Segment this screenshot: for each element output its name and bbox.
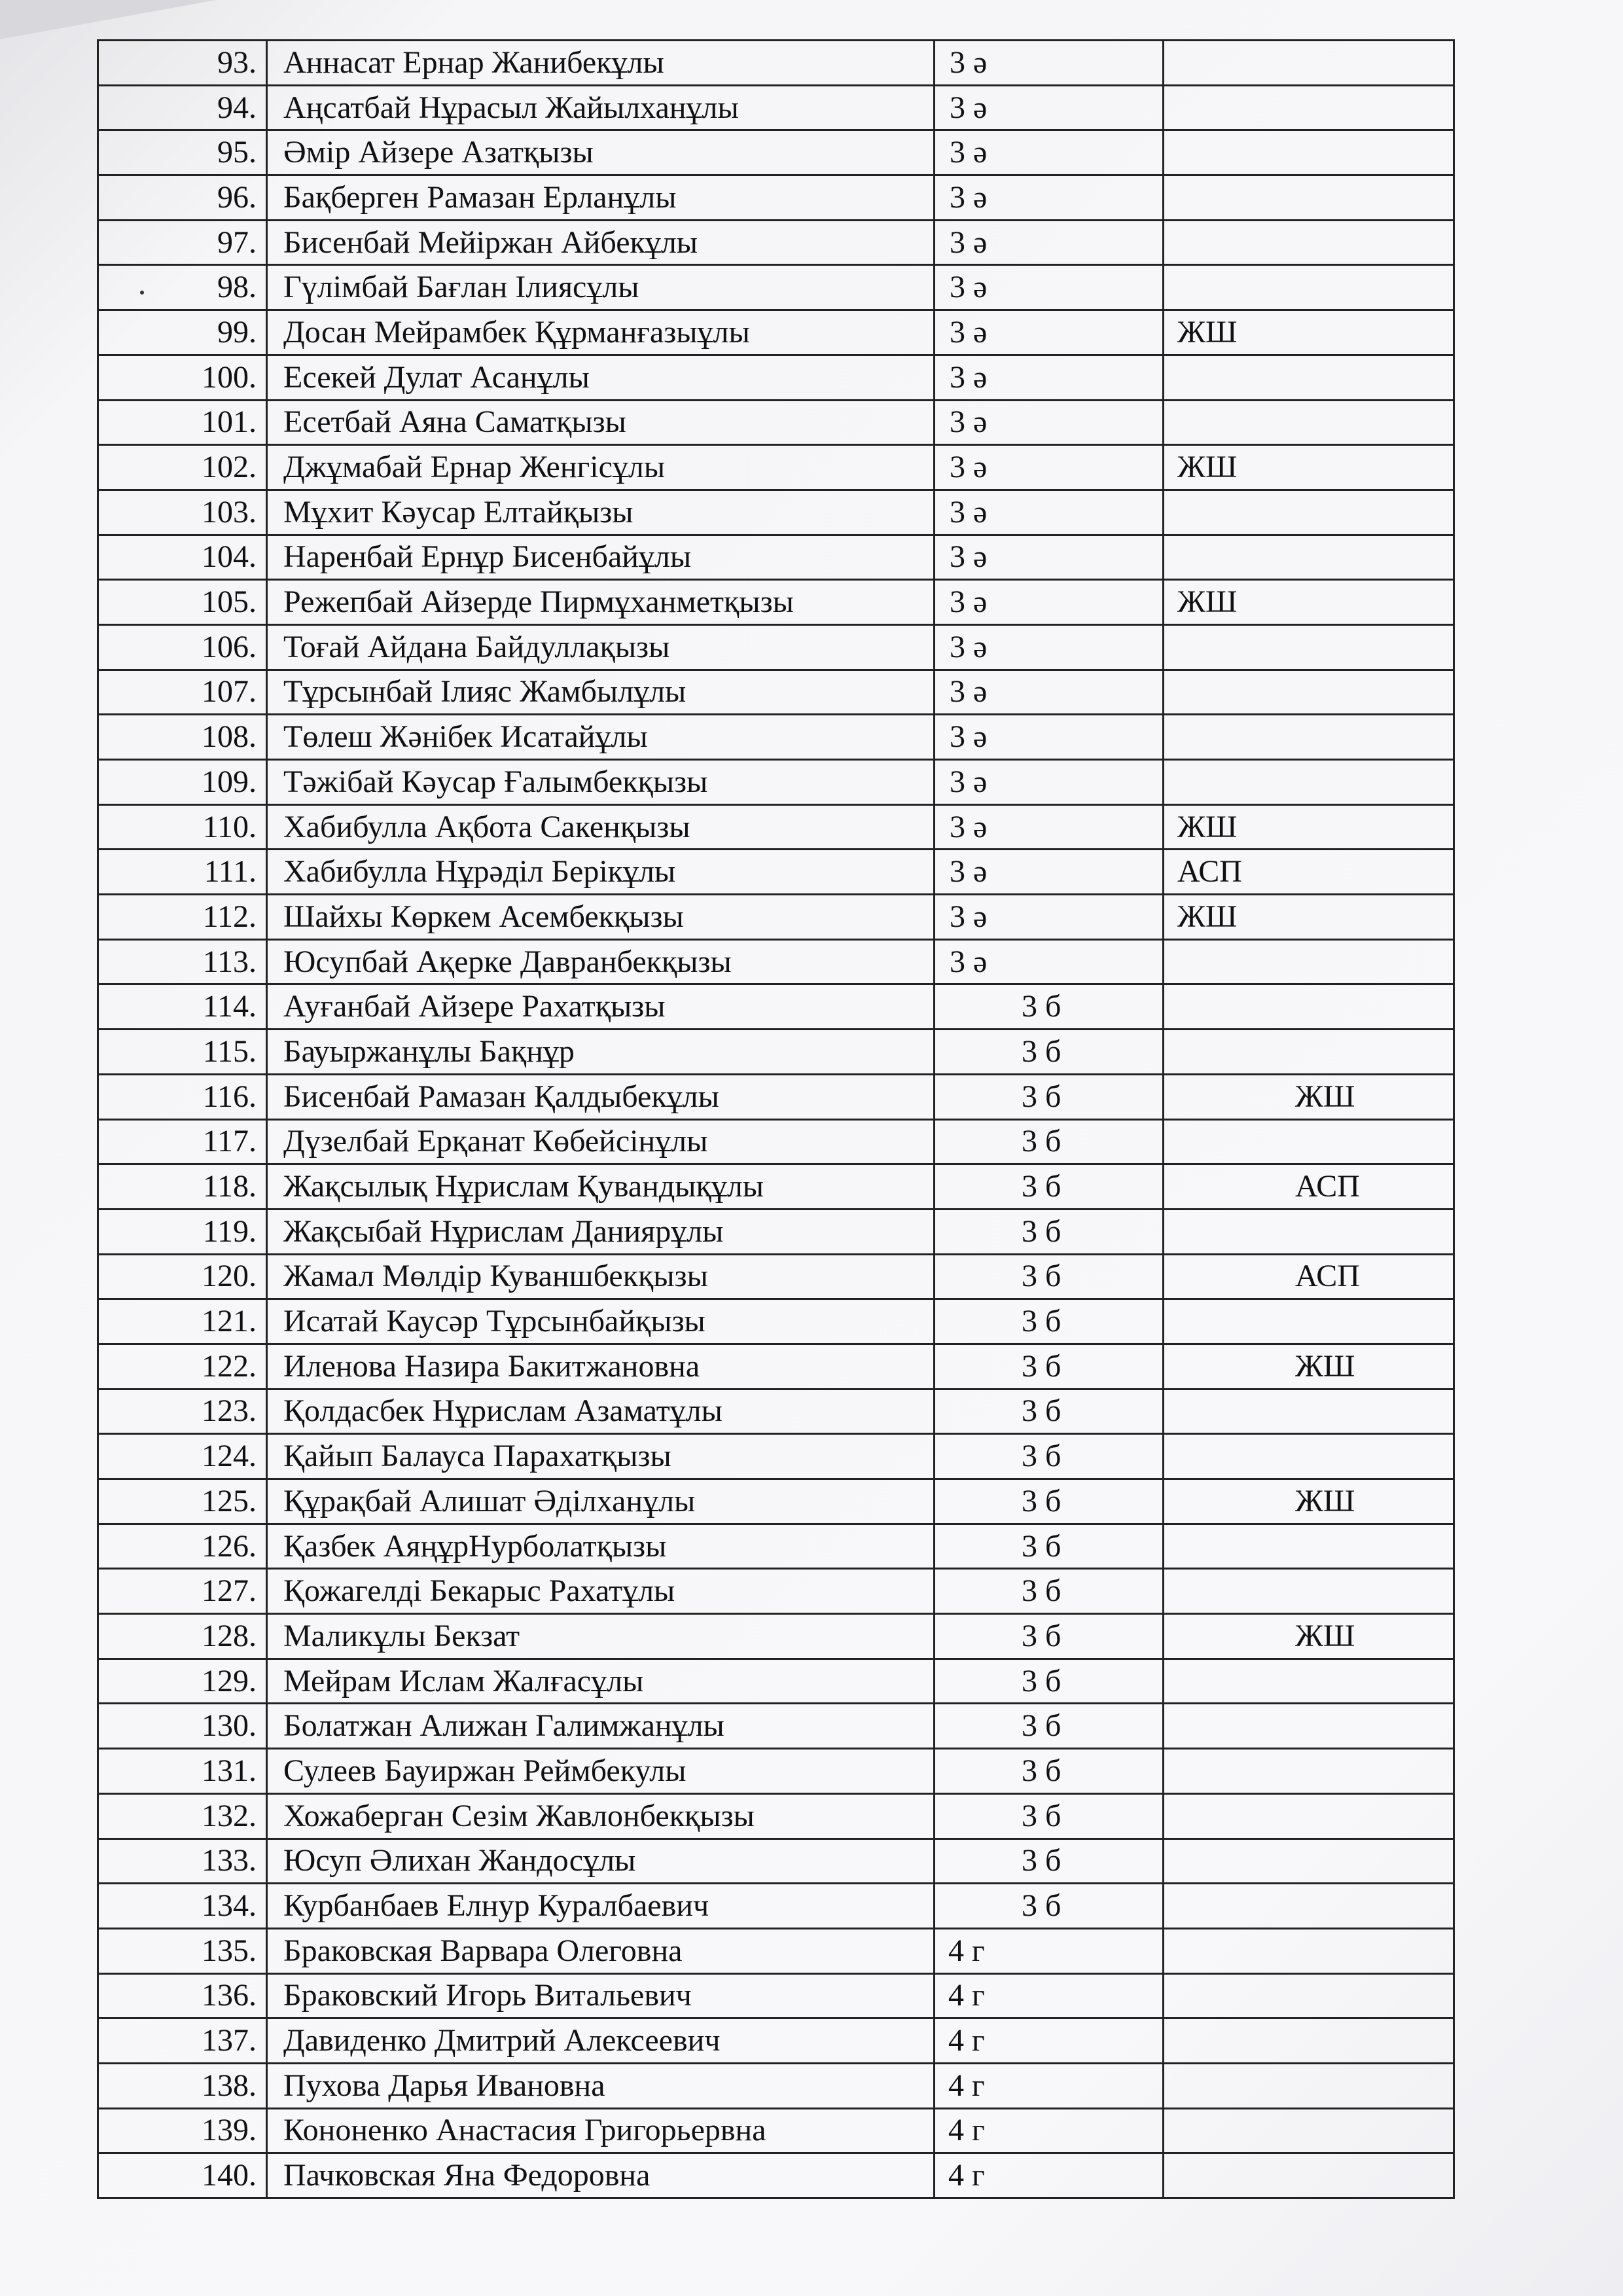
note-cell [1164,1704,1454,1749]
class-label: 3 б [935,984,1164,1030]
table-row [98,355,1454,400]
row-number: 98. [98,265,267,310]
table-row [98,804,1454,850]
table-row [98,1839,1454,1884]
table-row [98,2153,1454,2198]
class-label: 3 ә [935,760,1164,805]
class-label: 3 б [935,1389,1164,1434]
note-cell: ЖШ [1164,1479,1454,1524]
student-name: Тәжібай Кәусар Ғалымбекқызы [267,760,935,805]
table-row [98,670,1454,715]
table-row [98,400,1454,445]
class-label: 3 б [935,1434,1164,1479]
row-number: 108. [98,715,267,760]
note-cell [1164,624,1454,670]
student-name: Браковская Варвара Олеговна [267,1928,935,1973]
note-cell: ЖШ [1164,1074,1454,1119]
row-number: 109. [98,760,267,805]
student-name: Исатай Каусәр Тұрсынбайқызы [267,1299,935,1344]
note-cell [1164,760,1454,805]
student-name: Аңсатбай Нұрасыл Жайылханұлы [267,85,935,130]
note-cell [1164,1030,1454,1075]
student-name: Аннасат Ернар Жанибекұлы [267,41,935,86]
table-row [98,2063,1454,2108]
table-row [98,175,1454,221]
table-row [98,130,1454,175]
row-number: 139. [98,2108,267,2153]
note-cell [1164,1839,1454,1884]
table-row [98,490,1454,535]
class-label: 3 ә [935,895,1164,940]
note-cell: ЖШ [1164,580,1454,625]
student-name: Шайхы Көркем Асембекқызы [267,895,935,940]
row-number: 138. [98,2063,267,2108]
student-name: Хабибулла Ақбота Сакенқызы [267,804,935,850]
table-row [98,1389,1454,1434]
row-number: 132. [98,1793,267,1839]
note-cell [1164,1884,1454,1929]
note-cell [1164,1524,1454,1569]
student-name: Жақсылық Нұрислам Қувандықұлы [267,1164,935,1210]
class-label: 3 ә [935,310,1164,355]
note-cell [1164,984,1454,1030]
student-name: Гүлімбай Бағлан Ілиясұлы [267,265,935,310]
row-number: 114. [98,984,267,1030]
note-cell: ЖШ [1164,895,1454,940]
note-cell: ЖШ [1164,310,1454,355]
note-cell [1164,1928,1454,1973]
class-label: 3 ә [935,804,1164,850]
table-row [98,310,1454,355]
class-label: 3 ә [935,715,1164,760]
note-cell: АСП [1164,850,1454,895]
student-name: Қолдасбек Нұрислам Азаматұлы [267,1389,935,1434]
table-row [98,2018,1454,2064]
table-row [98,1479,1454,1524]
table-row [98,1434,1454,1479]
note-cell: ЖШ [1164,804,1454,850]
note-cell: АСП [1164,1254,1454,1299]
student-name: Бақберген Рамазан Ерланұлы [267,175,935,221]
class-label: 3 б [935,1254,1164,1299]
class-label: 3 ә [935,624,1164,670]
note-cell [1164,400,1454,445]
table-row [98,1344,1454,1389]
note-cell [1164,670,1454,715]
note-cell: ЖШ [1164,1614,1454,1659]
note-cell: ЖШ [1164,445,1454,490]
row-number: 136. [98,1973,267,2018]
row-number: 133. [98,1839,267,1884]
student-name: Бисенбай Рамазан Қалдыбекұлы [267,1074,935,1119]
note-cell [1164,85,1454,130]
class-label: 3 б [935,1344,1164,1389]
class-label: 3 б [935,1164,1164,1210]
class-label: 3 б [935,1074,1164,1119]
student-name: Юсуп Әлихан Жандосұлы [267,1839,935,1884]
row-number: 121. [98,1299,267,1344]
note-cell [1164,1749,1454,1794]
note-cell [1164,355,1454,400]
note-cell: АСП [1164,1164,1454,1210]
note-cell [1164,130,1454,175]
row-number: 107. [98,670,267,715]
row-number: 96. [98,175,267,221]
class-label: 3 ә [935,265,1164,310]
row-number: 126. [98,1524,267,1569]
row-number: 116. [98,1074,267,1119]
row-number: 135. [98,1928,267,1973]
table-row [98,1209,1454,1254]
note-cell [1164,939,1454,984]
student-name: Тұрсынбай Ілияс Жамбылұлы [267,670,935,715]
class-label: 3 ә [935,220,1164,265]
row-number: 125. [98,1479,267,1524]
note-cell: ЖШ [1164,1344,1454,1389]
student-name: Жақсыбай Нұрислам Даниярұлы [267,1209,935,1254]
student-name: Бауыржанұлы Бақнұр [267,1030,935,1075]
student-name: Бисенбай Мейіржан Айбекұлы [267,220,935,265]
class-label: 3 б [935,1209,1164,1254]
row-number: 100. [98,355,267,400]
student-name: Браковский Игорь Витальевич [267,1973,935,2018]
student-name: Қайып Балауса Парахатқызы [267,1434,935,1479]
row-number: 127. [98,1569,267,1614]
folded-corner [0,0,216,39]
row-number: 117. [98,1119,267,1164]
table-row [98,445,1454,490]
row-number: 129. [98,1659,267,1704]
student-name: Дүзелбай Ерқанат Көбейсінұлы [267,1119,935,1164]
note-cell [1164,1569,1454,1614]
note-cell [1164,2108,1454,2153]
student-name: Әмір Айзере Азатқызы [267,130,935,175]
table-row [98,41,1454,86]
row-number: 102. [98,445,267,490]
row-number: 140. [98,2153,267,2198]
class-label: 3 б [935,1299,1164,1344]
table-row [98,1030,1454,1075]
note-cell [1164,1209,1454,1254]
row-number: 103. [98,490,267,535]
student-name: Есекей Дулат Асанұлы [267,355,935,400]
student-name: Джұмабай Ернар Женгісұлы [267,445,935,490]
row-number: 124. [98,1434,267,1479]
table-row [98,1299,1454,1344]
row-number: 105. [98,580,267,625]
note-cell [1164,1973,1454,2018]
student-name: Наренбай Ернұр Бисенбайұлы [267,535,935,580]
note-cell [1164,2018,1454,2064]
table-row [98,1164,1454,1210]
student-name: Пачковская Яна Федоровна [267,2153,935,2198]
row-number: 137. [98,2018,267,2064]
student-name: Режепбай Айзерде Пирмұханметқызы [267,580,935,625]
student-name: Жамал Мөлдір Куваншбекқызы [267,1254,935,1299]
student-name: Мұхит Кәусар Елтайқызы [267,490,935,535]
class-label: 3 ә [935,130,1164,175]
student-name: Тоғай Айдана Байдуллақызы [267,624,935,670]
class-label: 3 б [935,1524,1164,1569]
table-row [98,1524,1454,1569]
table-row [98,1119,1454,1164]
student-name: Құрақбай Алишат Әділханұлы [267,1479,935,1524]
row-number: 115. [98,1030,267,1075]
class-label: 3 ә [935,580,1164,625]
row-number: 130. [98,1704,267,1749]
student-name: Маликұлы Бекзат [267,1614,935,1659]
row-number: 128. [98,1614,267,1659]
row-number: 122. [98,1344,267,1389]
class-label: 4 г [935,1973,1164,2018]
class-label: 3 ә [935,939,1164,984]
table-row [98,1973,1454,2018]
student-name: Хожаберган Сезім Жавлонбекқызы [267,1793,935,1839]
student-name: Мейрам Ислам Жалғасұлы [267,1659,935,1704]
student-name: Юсупбай Ақерке Давранбекқызы [267,939,935,984]
table-row [98,265,1454,310]
row-number: 101. [98,400,267,445]
table-row [98,850,1454,895]
table-row [98,1614,1454,1659]
table-row [98,1793,1454,1839]
student-name: Кононенко Анастасия Григорьервна [267,2108,935,2153]
class-label: 4 г [935,2153,1164,2198]
note-cell [1164,2153,1454,2198]
row-number: 112. [98,895,267,940]
class-label: 3 б [935,1569,1164,1614]
class-label: 3 ә [935,535,1164,580]
note-cell [1164,1793,1454,1839]
class-label: 3 б [935,1030,1164,1075]
row-number: 110. [98,804,267,850]
table-row [98,984,1454,1030]
class-label: 3 б [935,1479,1164,1524]
table-row [98,85,1454,130]
note-cell [1164,535,1454,580]
student-name: Хабибулла Нұрәділ Берікұлы [267,850,935,895]
note-cell [1164,2063,1454,2108]
student-name: Иленова Назира Бакитжановна [267,1344,935,1389]
student-name: Қожагелді Бекарыс Рахатұлы [267,1569,935,1614]
table-row [98,1704,1454,1749]
table-row [98,939,1454,984]
table-row [98,1254,1454,1299]
student-name: Төлеш Жәнібек Исатайұлы [267,715,935,760]
class-label: 3 б [935,1119,1164,1164]
row-number: 104. [98,535,267,580]
class-label: 4 г [935,2108,1164,2153]
class-label: 3 ә [935,85,1164,130]
student-name: Курбанбаев Елнур Куралбаевич [267,1884,935,1929]
class-label: 3 б [935,1793,1164,1839]
class-label: 3 б [935,1614,1164,1659]
table-row [98,1569,1454,1614]
note-cell [1164,1434,1454,1479]
student-name: Болатжан Алижан Галимжанұлы [267,1704,935,1749]
row-number: 95. [98,130,267,175]
student-name: Қазбек АяңұрНурболатқызы [267,1524,935,1569]
row-number: 123. [98,1389,267,1434]
note-cell [1164,265,1454,310]
class-label: 4 г [935,2063,1164,2108]
table-row [98,535,1454,580]
row-number: 97. [98,220,267,265]
class-label: 3 ә [935,850,1164,895]
class-label: 3 ә [935,355,1164,400]
class-label: 3 ә [935,400,1164,445]
note-cell [1164,1389,1454,1434]
row-number: 113. [98,939,267,984]
note-cell [1164,1299,1454,1344]
class-label: 3 б [935,1839,1164,1884]
table-row [98,715,1454,760]
table-row [98,580,1454,625]
class-label: 3 ә [935,670,1164,715]
table-row [98,1659,1454,1704]
class-label: 3 б [935,1749,1164,1794]
table-row [98,2108,1454,2153]
student-name: Давиденко Дмитрий Алексеевич [267,2018,935,2064]
note-cell [1164,1659,1454,1704]
row-number: 120. [98,1254,267,1299]
row-number: 134. [98,1884,267,1929]
student-name: Ауғанбай Айзере Рахатқызы [267,984,935,1030]
class-label: 3 б [935,1659,1164,1704]
table-row [98,760,1454,805]
class-label: 4 г [935,2018,1164,2064]
note-cell [1164,175,1454,221]
row-number: 111. [98,850,267,895]
student-name: Досан Мейрамбек Құрманғазыұлы [267,310,935,355]
note-cell [1164,715,1454,760]
row-number: 106. [98,624,267,670]
class-label: 3 ә [935,445,1164,490]
note-cell [1164,220,1454,265]
row-number: 93. [98,41,267,86]
class-label: 3 ә [935,175,1164,221]
class-label: 3 б [935,1884,1164,1929]
table-row [98,1928,1454,1973]
roster-body [98,41,1454,2198]
table-row [98,1749,1454,1794]
table-row [98,1074,1454,1119]
row-number: 131. [98,1749,267,1794]
note-cell [1164,41,1454,86]
student-name: Есетбай Аяна Саматқызы [267,400,935,445]
class-label: 3 ә [935,41,1164,86]
student-name: Пухова Дарья Ивановна [267,2063,935,2108]
student-name: Сулеев Бауиржан Реймбекулы [267,1749,935,1794]
note-cell [1164,490,1454,535]
row-number: 94. [98,85,267,130]
class-label: 4 г [935,1928,1164,1973]
row-number: 119. [98,1209,267,1254]
class-label: 3 б [935,1704,1164,1749]
table-row [98,1884,1454,1929]
table-row [98,895,1454,940]
row-number: 99. [98,310,267,355]
table-row [98,624,1454,670]
row-number: 118. [98,1164,267,1210]
student-roster-table [97,39,1455,2199]
table-row [98,220,1454,265]
class-label: 3 ә [935,490,1164,535]
note-cell [1164,1119,1454,1164]
